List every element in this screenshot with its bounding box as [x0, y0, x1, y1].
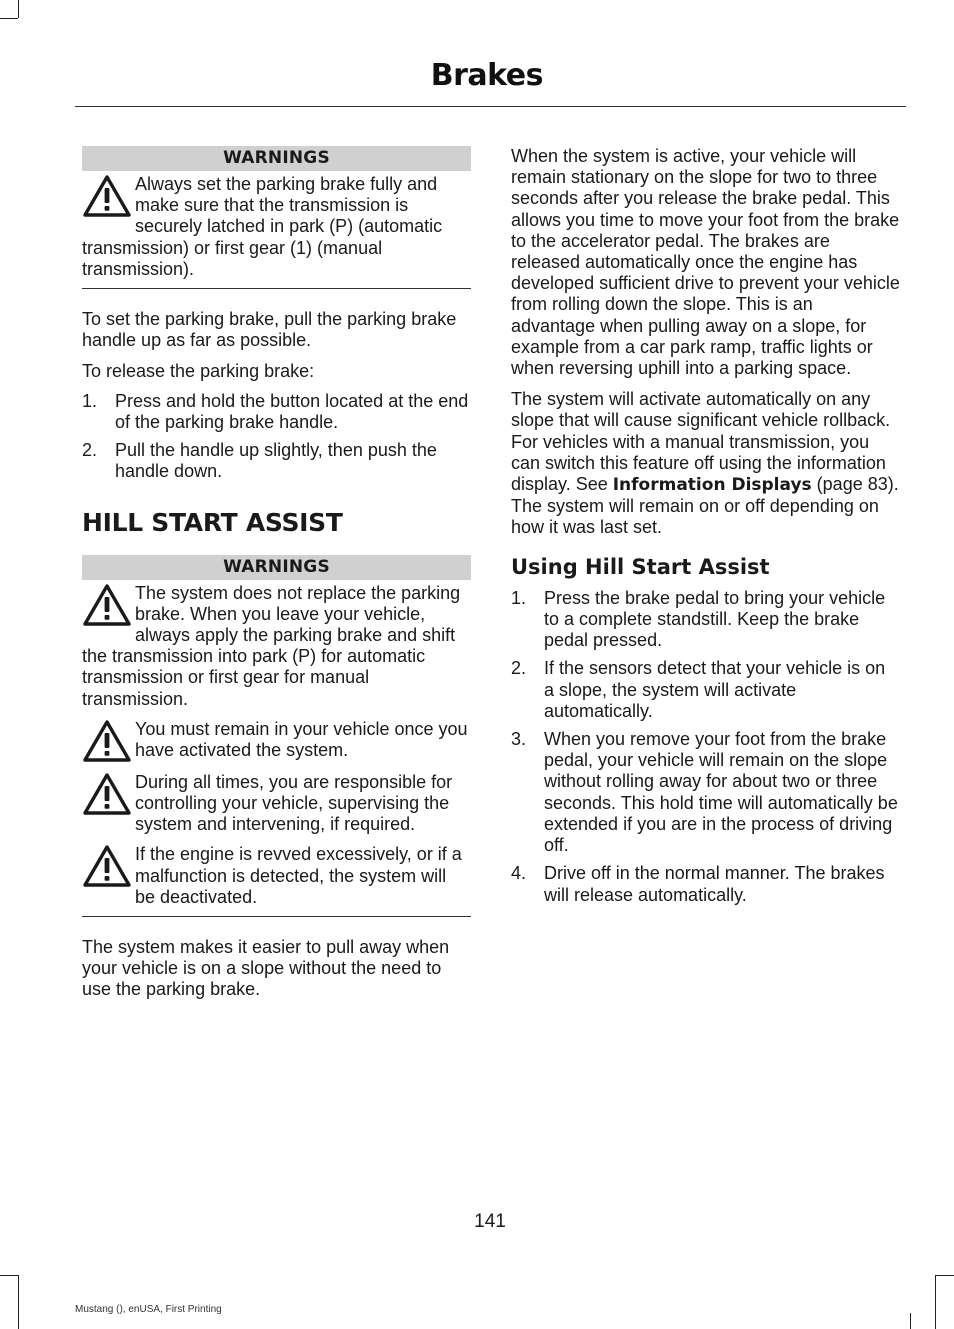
warnings-box-parking	[82, 146, 471, 289]
step-text: When you remove your foot from the brake pedal, your vehicle will remain on the slope without rolling away for about two or three seconds. This hold time will automatically be extended if you are in the process of driving off.	[544, 729, 898, 856]
warning-item	[82, 174, 471, 280]
paragraph-system-activate	[511, 389, 900, 538]
warning-text: During all times, you are responsible for controlling your vehicle, supervising the system and intervening, if required.	[135, 771, 453, 835]
paragraph-text: The system will activate automatically on any slope that will cause significant vehicle rollback. For vehicles with a manual transmission, you can switch this feature off using the information display. See	[511, 389, 891, 495]
warning-text: Always set the parking brake fully and make sure that the transmission is securely latched in park (P) (automatic transmission) or first gear (1) (manual transmission).	[82, 174, 443, 279]
subheading-using-hill-start-assist: Using Hill Start Assist	[511, 554, 770, 579]
step-number: 2.	[82, 440, 98, 461]
release-steps-list	[82, 391, 471, 483]
list-item	[82, 440, 471, 482]
step-number: 2.	[511, 658, 527, 679]
step-text: If the sensors detect that your vehicle is on a slope, the system will activate automatically.	[544, 658, 886, 721]
crop-mark	[18, 0, 19, 18]
warning-triangle-icon	[82, 844, 132, 888]
warning-item	[82, 844, 471, 908]
step-text: Pull the handle up slightly, then push the handle down.	[115, 440, 437, 482]
warning-triangle-icon	[82, 174, 132, 218]
warning-triangle-icon	[82, 772, 132, 816]
step-text: Drive off in the normal manner. The brakes will release automatically.	[544, 863, 885, 905]
warning-text: The system does not replace the parking brake. When you leave your vehicle, always apply the parking brake and shift the transmission into park (P) for automatic transmission or first gear for manual transmission.	[82, 582, 461, 709]
right-column	[511, 146, 900, 913]
page-title: Brakes	[430, 58, 543, 93]
step-number: 4.	[511, 863, 527, 884]
step-number: 3.	[511, 729, 527, 750]
page-number: 141	[474, 1211, 506, 1232]
warnings-box-hill-start	[82, 555, 471, 917]
warning-item	[82, 719, 471, 763]
crop-mark	[0, 1275, 18, 1276]
warning-text: You must remain in your vehicle once you have activated the system.	[135, 718, 468, 761]
step-text: Press and hold the button located at the end of the parking brake handle.	[115, 390, 469, 432]
list-item	[511, 588, 900, 652]
list-item	[511, 658, 900, 722]
paragraph-system-purpose: The system makes it easier to pull away when your vehicle is on a slope without the need to use the parking brake.	[82, 937, 450, 1000]
paragraph-text: (page 83). The system will remain on or off depending on how it was last set.	[511, 474, 899, 538]
warning-item	[82, 583, 471, 710]
paragraph-set-parking-brake: To set the parking brake, pull the parking brake handle up as far as possible.	[82, 309, 457, 351]
crop-mark	[0, 18, 18, 19]
warning-triangle-icon	[82, 583, 132, 627]
list-item	[82, 391, 471, 433]
information-displays-link[interactable]: Information Displays	[612, 475, 812, 496]
usage-steps-list	[511, 588, 900, 906]
step-number: 1.	[82, 390, 98, 411]
list-item	[511, 729, 900, 856]
step-number: 1.	[511, 587, 527, 608]
crop-mark	[935, 1275, 954, 1276]
warnings-heading: WARNINGS	[82, 146, 471, 171]
paragraph-release-parking-brake: To release the parking brake:	[82, 361, 315, 382]
warning-item	[82, 772, 471, 836]
paragraph-system-active: When the system is active, your vehicle will remain stationary on the slope for two to three seconds after you release the brake pedal. This allows you time to move your foot from the brake to the accelerator pedal. The brakes are released automatically once the engine has developed sufficient drive to prevent your vehicle from rolling down the slope. This is an advantage when pulling away on a slope, for example from a car park ramp, traffic lights or when reversing uphill into a parking space.	[511, 146, 900, 379]
warnings-heading: WARNINGS	[82, 555, 471, 580]
crop-mark	[935, 1275, 936, 1329]
footer-edition: Mustang (), enUSA, First Printing	[75, 1304, 222, 1315]
section-heading-hill-start-assist: HILL START ASSIST	[82, 508, 343, 538]
header-divider	[75, 106, 906, 107]
left-column	[82, 146, 471, 1001]
warning-text: If the engine is revved excessively, or if a malfunction is detected, the system will be deactivated.	[135, 844, 462, 907]
warning-triangle-icon	[82, 719, 132, 763]
crop-mark	[910, 1313, 911, 1329]
crop-mark	[18, 1275, 19, 1329]
list-item	[511, 863, 900, 905]
step-text: Press the brake pedal to bring your vehicle to a complete standstill. Keep the brake pedal pressed.	[544, 587, 886, 651]
